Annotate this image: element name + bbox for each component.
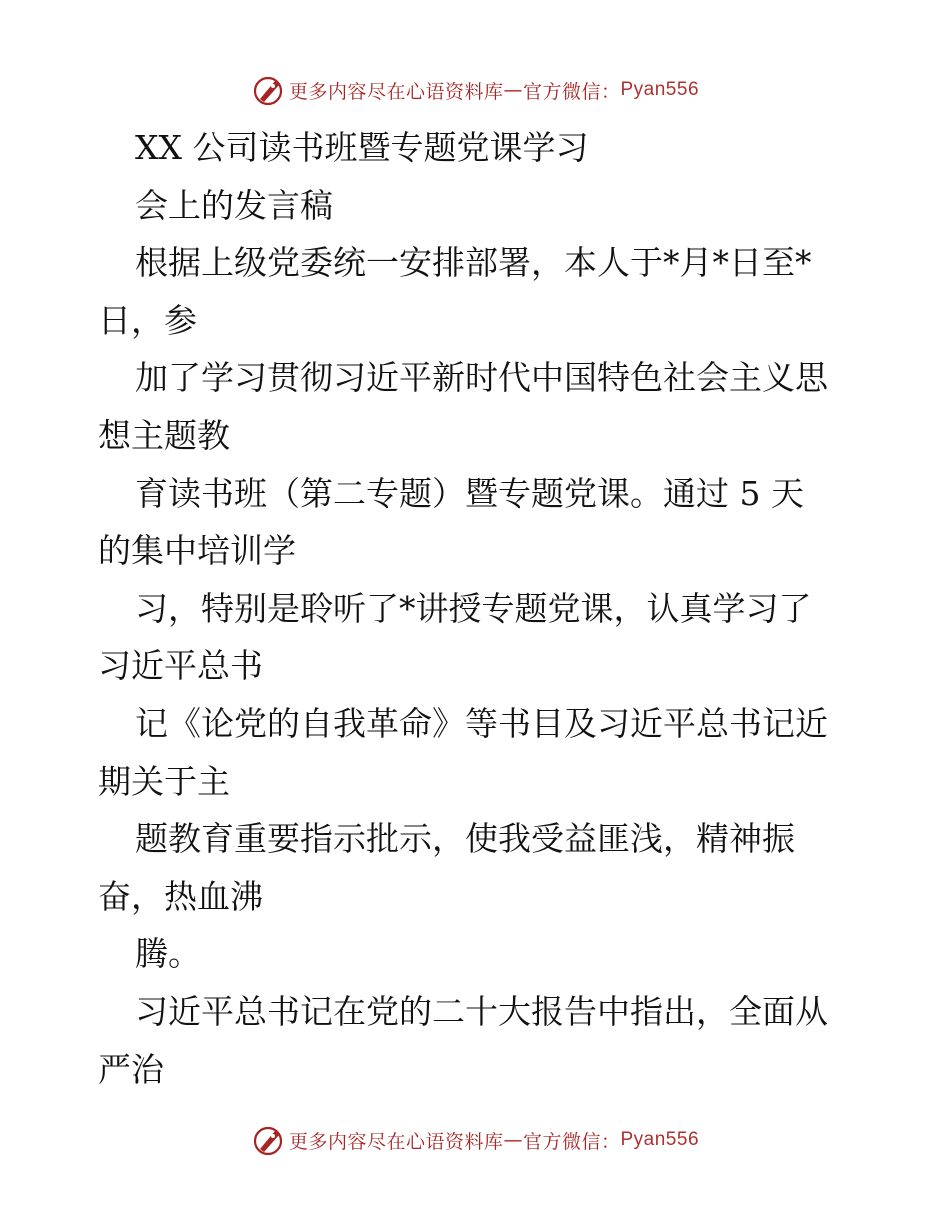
footer-watermark-banner [0,1120,950,1160]
paragraph-line: 习，特别是聆听了*讲授专题党课，认真学习了 [135,588,812,628]
document-body [98,119,878,1098]
banner-wechat-id: Pyan556 [620,79,700,100]
paragraph-line: 日，参 [98,300,197,340]
paragraph-line: 期关于主 [98,761,230,801]
paragraph-line: 腾。 [135,934,201,974]
title-line-2: 会上的发言稿 [135,185,333,225]
paragraph-line: 习近平总书 [98,646,263,686]
pen-nib-logo-icon [251,73,285,107]
title-line-1: XX 公司读书班暨专题党课学习 [135,128,589,167]
banner-wechat-id: Pyan556 [620,1129,700,1150]
banner-wechat-label: 官方微信： [522,80,621,103]
paragraph-line: 严治 [98,1049,164,1089]
paragraph-line: 根据上级党委统一安排部署，本人于*月*日至* [135,243,812,283]
paragraph-line: 题教育重要指示批示，使我受益匪浅，精神振 [135,819,795,859]
paragraph-line: 奋，热血沸 [98,876,263,916]
paragraph-line: 想主题教 [98,415,230,455]
banner-wechat-label: 官方微信： [522,1130,621,1153]
paragraph-line: 育读书班（第二专题）暨专题党课。通过 5 天 [135,473,804,513]
banner-separator: — [503,79,523,101]
banner-brand-text: 更多内容尽在心语资料库 [288,1130,504,1153]
banner-brand-text: 更多内容尽在心语资料库 [288,80,504,103]
paragraph-line: 记《论党的自我革命》等书目及习近平总书记近 [135,703,828,743]
paragraph-line: 习近平总书记在党的二十大报告中指出，全面从 [135,991,828,1031]
banner-separator: — [503,1129,523,1151]
header-watermark-banner [0,70,950,110]
pen-nib-logo-icon [251,1123,285,1157]
paragraph-line: 加了学习贯彻习近平新时代中国特色社会主义思 [135,358,828,398]
paragraph-line: 的集中培训学 [98,531,296,571]
